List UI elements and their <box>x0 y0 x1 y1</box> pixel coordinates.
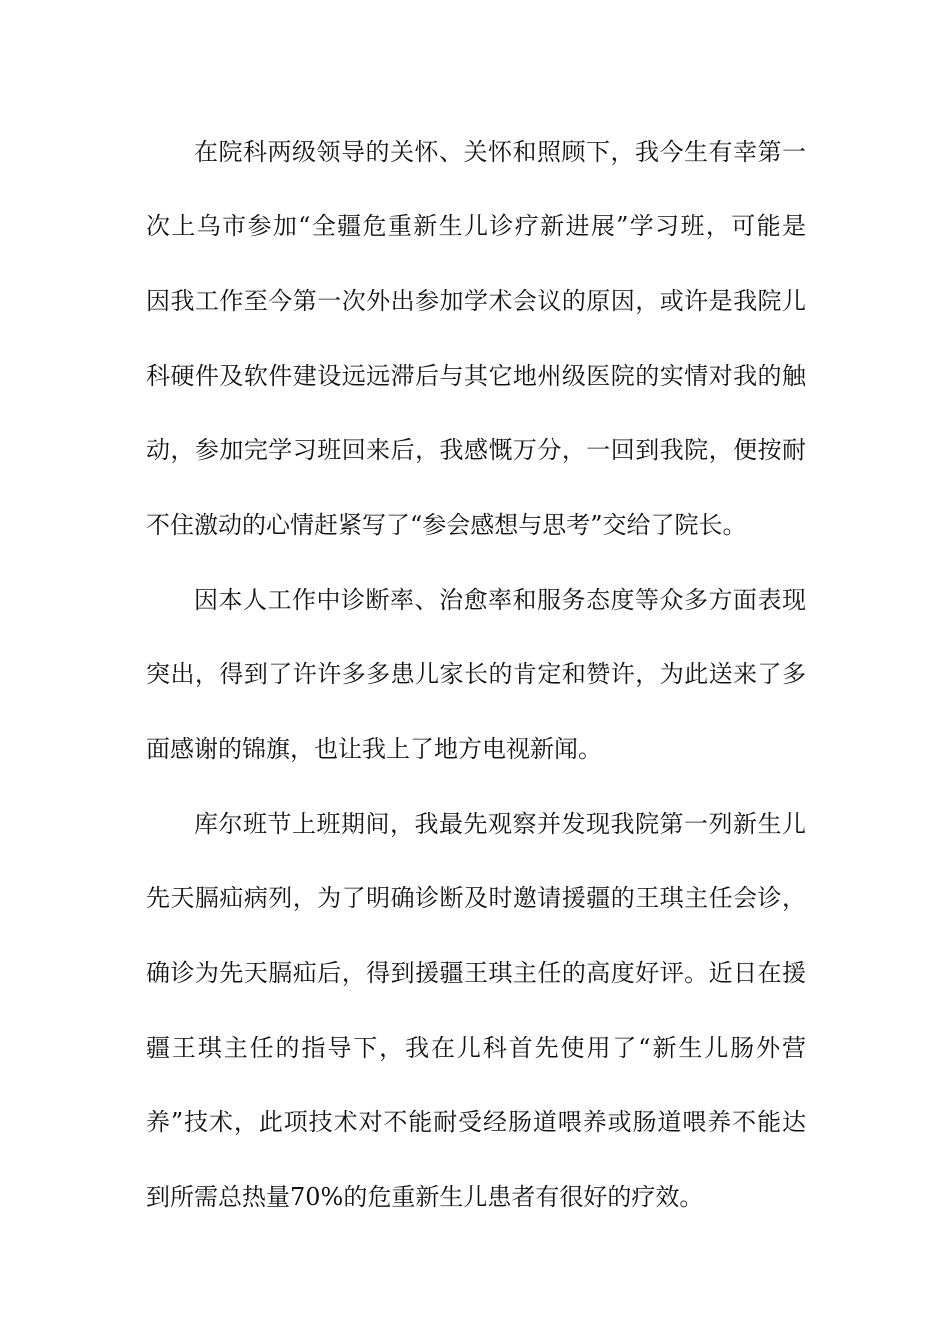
paragraph-3-line-6: 到所需总热量70%的危重新生儿患者有很好的疗效。 <box>146 1183 704 1211</box>
paragraph-2-line-1: 因本人工作中诊断率、治愈率和服务态度等众多方面表现 <box>194 586 806 614</box>
paragraph-2-line-3: 面感谢的锦旗，也让我上了地方电视新闻。 <box>146 735 602 763</box>
paragraph-2-line-2: 突出，得到了许许多多患儿家长的肯定和赞许，为此送来了多 <box>146 660 806 688</box>
paragraph-1-line-3: 因我工作至今第一次外出参加学术会议的原因，或许是我院儿 <box>146 287 806 315</box>
paragraph-1-line-2: 次上乌市参加“全疆危重新生儿诊疗新进展”学习班，可能是 <box>146 212 806 240</box>
paragraph-3-line-5: 养”技术，此项技术对不能耐受经肠道喂养或肠道喂养不能达 <box>146 1108 806 1136</box>
paragraph-1-line-6: 不住激动的心情赶紧写了“参会感想与思考”交给了院长。 <box>146 511 747 539</box>
paragraph-1-line-4: 科硬件及软件建设远远滞后与其它地州级医院的实情对我的触 <box>146 362 806 390</box>
paragraph-3-line-3: 确诊为先天膈疝后，得到援疆王琪主任的高度好评。近日在援 <box>146 959 806 987</box>
paragraph-3-line-4: 疆王琪主任的指导下，我在儿科首先使用了“新生儿肠外营 <box>146 1034 806 1062</box>
paragraph-3-line-1: 库尔班节上班期间，我最先观察并发现我院第一列新生儿 <box>194 810 806 838</box>
paragraph-3-line-2: 先天膈疝病列，为了明确诊断及时邀请援疆的王琪主任会诊， <box>146 884 806 912</box>
paragraph-1-line-5: 动，参加完学习班回来后，我感慨万分，一回到我院，便按耐 <box>146 436 806 464</box>
paragraph-1-line-1: 在院科两级领导的关怀、关怀和照顾下，我今生有幸第一 <box>194 138 806 166</box>
